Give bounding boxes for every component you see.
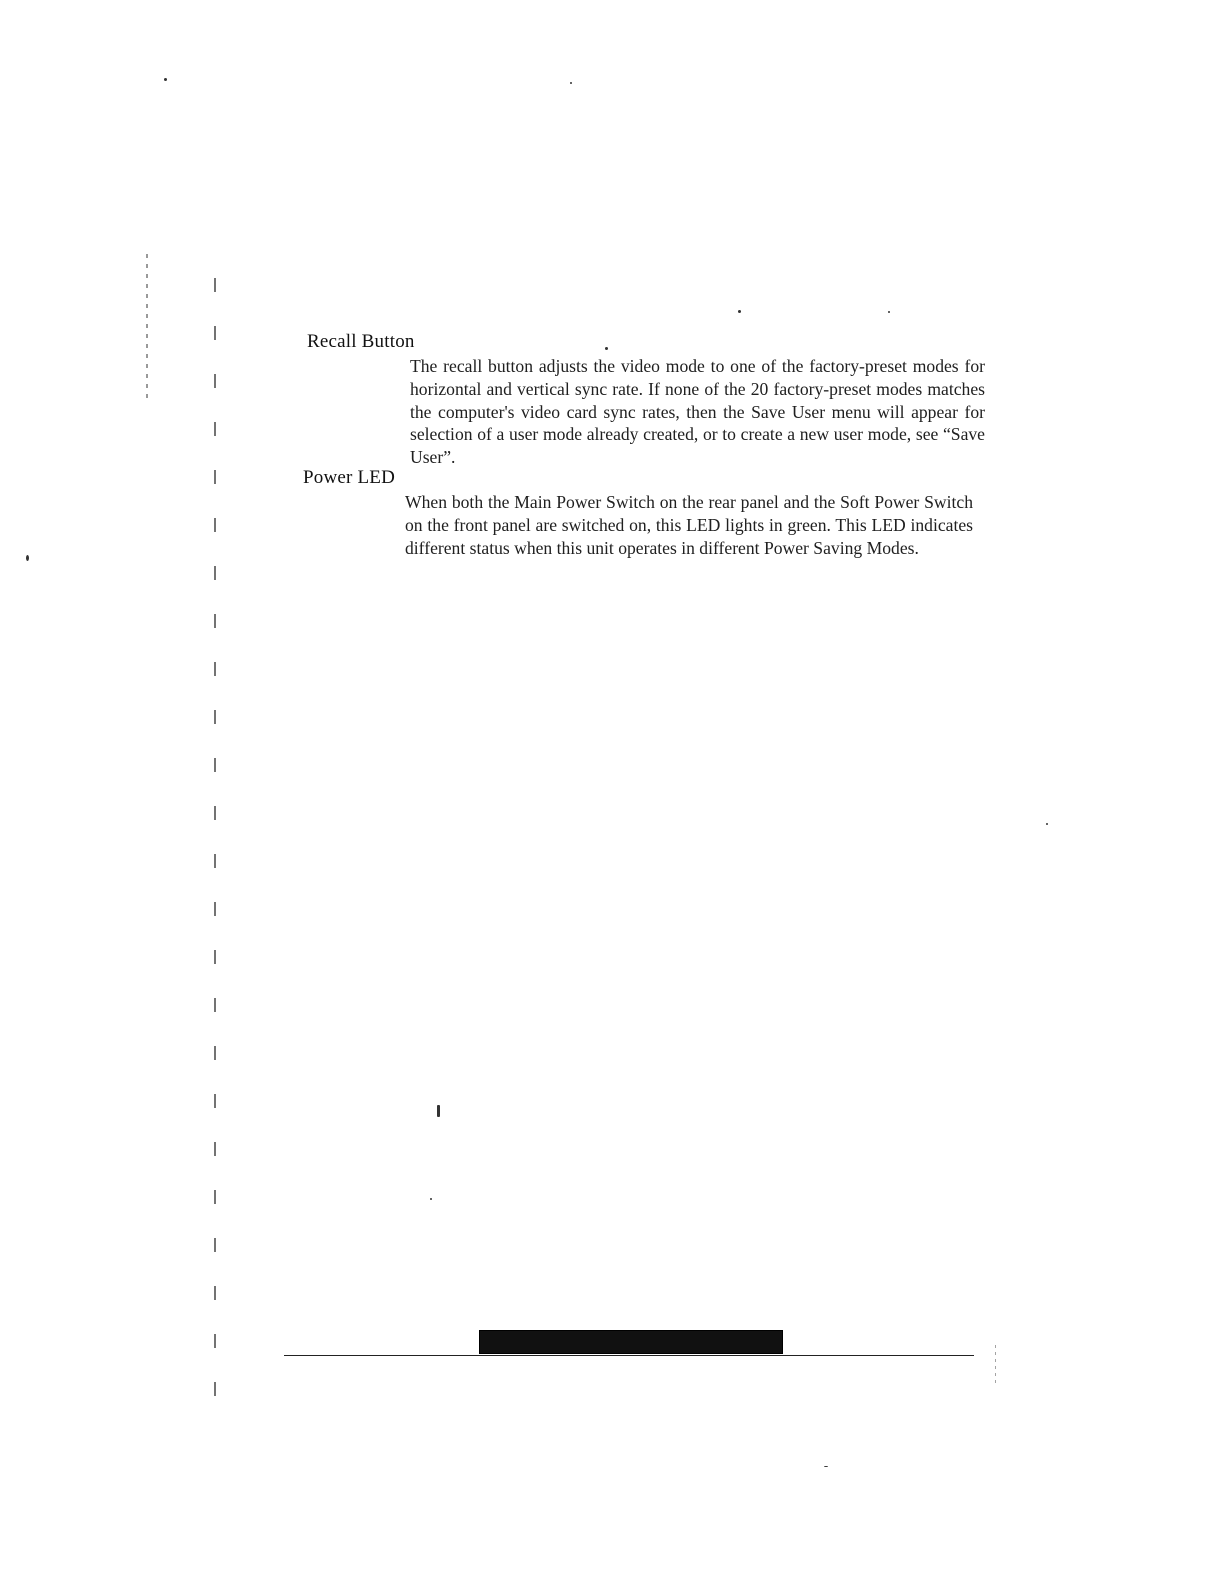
scan-speck — [26, 555, 29, 561]
section-body-power-led: When both the Main Power Switch on the rear panel and the Soft Power Switch on the front panel are switched on, this LED lights in green. This LED indicates different status when this unit operates in different Power Saving Modes. — [405, 492, 973, 558]
footer-bar — [479, 1330, 783, 1354]
scan-speck — [1046, 823, 1048, 825]
footer-rule — [284, 1355, 974, 1356]
section-heading-power-led: Power LED — [303, 467, 396, 488]
scan-speck — [430, 1198, 432, 1200]
scan-speck — [164, 78, 167, 81]
section-heading-recall-button: Recall Button — [307, 331, 415, 352]
binding-edge-marks-outer — [146, 254, 148, 404]
scan-speck — [824, 1466, 828, 1467]
binding-edge-marks — [214, 278, 216, 1413]
scan-speck — [738, 310, 741, 313]
scan-speck — [437, 1105, 440, 1117]
right-edge-marks — [995, 1345, 996, 1385]
section-body-recall-button: The recall button adjusts the video mode to one of the factory-preset modes for horizontal and vertical sync rate. If none of the 20 factory-preset modes matches the computer's video card sync rates, then the Save User menu will appear for selection of a user mode already created, or to create a new user mode, see “Save User”. — [410, 356, 985, 468]
scan-speck — [570, 82, 572, 84]
scan-speck — [605, 347, 608, 350]
scan-speck — [888, 311, 890, 313]
